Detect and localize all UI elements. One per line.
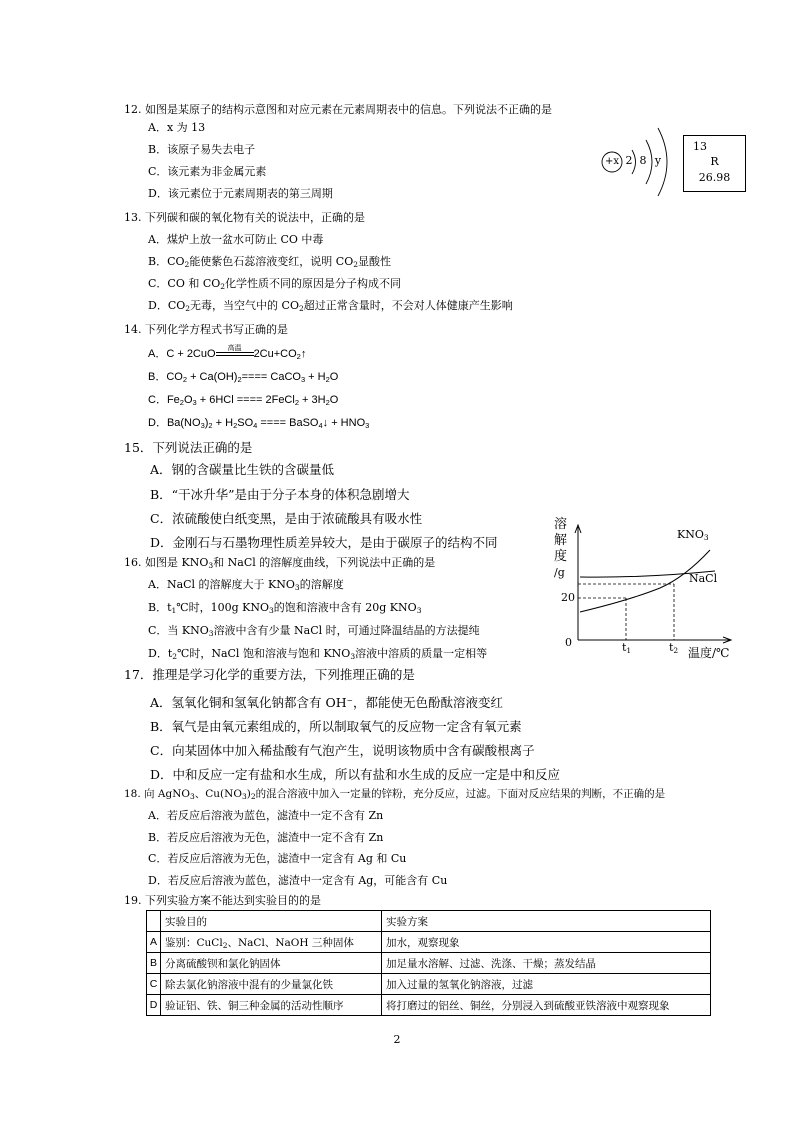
kno3-label: $KNO_3$ — [677, 528, 709, 542]
q13-stem: 13. 下列碳和碳的氧化物有关的说法中，正确的是 — [124, 211, 365, 224]
atomic-mass: 26.98 — [698, 171, 731, 184]
solubility-graph-plot — [550, 515, 750, 665]
q16-option-b: B．$t_1℃$时，100g $KNO_3$的饱和溶液中含有 20g $KNO_3$ — [148, 601, 422, 615]
atom-structure-diagram — [594, 120, 674, 200]
q14-option-b: B．$CO_2 + Ca(OH)_2====$ CaCO$_3$ + $H_2O$ — [148, 371, 339, 384]
q18-option-d: D．若反应后溶液为蓝色，滤渣中一定含有 Ag，可能含有 Cu — [148, 874, 448, 887]
q12-option-a: A．x 为 13 — [148, 121, 206, 134]
row-plan: 将打磨过的铝丝、铜丝，分别浸入到硫酸亚铁溶液中观察现象 — [382, 995, 711, 1016]
q19-stem: 19. 下列实验方案不能达到实验目的的是 — [124, 894, 321, 907]
q14-stem: 14. 下列化学方程式书写正确的是 — [124, 323, 288, 336]
table-row — [147, 953, 711, 974]
reaction-condition-arrow: 高温 — [216, 348, 254, 360]
nucleus-charge: +x — [604, 156, 620, 167]
q17-option-b: B．氧气是由氧元素组成的，所以制取氧气的反应物一定含有氧元素 — [150, 719, 522, 734]
table-row — [147, 995, 711, 1016]
q18-option-b: B．若反应后溶液为无色，滤渣中一定不含有 Zn — [148, 831, 384, 844]
row-purpose: 验证铝、铁、铜三种金属的活动性顺序 — [161, 995, 382, 1016]
shell-2-electrons: 8 — [639, 154, 647, 167]
row-letter: B — [147, 953, 161, 974]
table-header-blank — [147, 911, 161, 932]
t1-label: $t_1$ — [622, 641, 632, 655]
row-plan: 加入过量的氢氧化钠溶液，过滤 — [382, 974, 711, 995]
q17-option-c: C．向某固体中加入稀盐酸有气泡产生，说明该物质中含有碳酸根离子 — [150, 743, 535, 758]
q14-option-c: C．$Fe_2O_3 + 6HCl$ ==== 2FeCl$_2$ + $3H_2O$ — [148, 394, 339, 407]
nacl-label: NaCl — [689, 572, 718, 585]
q16-option-a: A．NaCl 的溶解度大于 $KNO_3$的溶解度 — [148, 578, 344, 592]
q16-option-d: D．$t_2℃$时，NaCl 饱和溶液与饱和 $KNO_3$溶液中溶质的质量一定相等 — [148, 647, 488, 661]
q17-stem: 17．推理是学习化学的重要方法，下列推理正确的是 — [124, 667, 415, 682]
tick-20: 20 — [561, 591, 575, 604]
shell-3-electrons: y — [654, 154, 662, 167]
q13-option-d: D．$CO_2$无毒，当空气中的 $CO_2$超过正常含量时，不会对人体健康产生影响 — [148, 299, 513, 313]
table-header-row — [147, 911, 711, 932]
table-row — [147, 932, 711, 953]
q16-option-c: C．当 $KNO_3$溶液中含有少量 NaCl 时，可通过降温结晶的方法提纯 — [148, 624, 480, 638]
q14-option-d: D．$Ba(NO_3)_2 + H_2SO_4$ ==== BaSO$_4$↓ + $HNO_3$ — [148, 417, 370, 430]
q14-option-a: A．C + 2CuO 高温 $2Cu+CO_2↑$ — [148, 344, 307, 361]
table-header-purpose: 实验目的 — [161, 911, 382, 932]
table-row — [147, 974, 711, 995]
q17-option-a: A．氢氧化铜和氢氧化钠都含有 OH−，都能使无色酚酞溶液变红 — [150, 695, 503, 710]
origin-label: 0 — [565, 636, 572, 649]
q12-option-d: D．该元素位于元素周期表的第三周期 — [148, 187, 333, 200]
q13-option-a: A．煤炉上放一盆水可防止 CO 中毒 — [148, 233, 324, 246]
q15-option-b: B．“干冰升华”是由于分子本身的体积急剧增大 — [150, 487, 410, 502]
q18-stem: 18. 向 AgNO$_3$、$Cu(NO_3)_2$的混合溶液中加入一定量的锌粉，充分反应，过滤。下面对反应结果的判断，不正确的是 — [124, 788, 666, 801]
q12-stem: 12. 如图是某原子的结构示意图和对应元素在元素周期表中的信息。下列说法不正确的是 — [124, 103, 552, 116]
q13-option-c: C．CO 和 $CO_2$化学性质不同的原因是分子构成不同 — [148, 277, 402, 291]
x-axis-label: 温度/℃ — [688, 646, 730, 660]
element-symbol: R — [710, 155, 719, 168]
q18-option-a: A．若反应后溶液为蓝色，滤渣中一定不含有 Zn — [148, 809, 384, 822]
row-letter: C — [147, 974, 161, 995]
q17-option-d: D．中和反应一定有盐和水生成，所以有盐和水生成的反应一定是中和反应 — [150, 767, 561, 782]
row-plan: 加足量水溶解、过滤、洗涤、干燥；蒸发结晶 — [382, 953, 711, 974]
q15-stem: 15．下列说法正确的是 — [124, 440, 253, 455]
q16-stem: 16. 如图是 $KNO_3$和 NaCl 的溶解度曲线，下列说法中正确的是 — [124, 556, 436, 570]
q12-option-c: C．该元素为非金属元素 — [148, 165, 267, 178]
row-purpose: 除去氯化钠溶液中混有的少量氯化铁 — [161, 974, 382, 995]
q15-option-a: A．钢的含碳量比生铁的含碳量低 — [150, 462, 335, 477]
y-axis-label: 溶 解 度 /g — [554, 517, 568, 579]
shell-1-electrons: 2 — [625, 154, 633, 167]
q15-option-d: D．金刚石与石墨物理性质差异较大，是由于碳原子的结构不同 — [150, 535, 498, 550]
table-header-plan: 实验方案 — [382, 911, 711, 932]
solubility-graph — [550, 515, 750, 665]
row-letter: D — [147, 995, 161, 1016]
row-plan: 加水，观察现象 — [382, 932, 711, 953]
q13-option-b: B．$CO_2$能使紫色石蕊溶液变红，说明 $CO_2$显酸性 — [148, 255, 392, 269]
experiment-table — [146, 910, 711, 1016]
t2-label: $t_2$ — [669, 641, 679, 655]
row-purpose: 鉴别：CuCl$_2$、NaCl、NaOH 三种固体 — [161, 932, 382, 953]
row-letter: A — [147, 932, 161, 953]
periodic-table-cell — [683, 135, 746, 192]
q12-option-b: B．该原子易失去电子 — [148, 143, 256, 156]
q18-option-c: C．若反应后溶液为无色，滤渣中一定含有 Ag 和 Cu — [148, 852, 407, 865]
page-number: 2 — [393, 1033, 401, 1046]
row-purpose: 分离硫酸钡和氯化钠固体 — [161, 953, 382, 974]
q15-option-c: C．浓硫酸使白纸变黑，是由于浓硫酸具有吸水性 — [150, 511, 423, 526]
atomic-number: 13 — [693, 140, 707, 153]
